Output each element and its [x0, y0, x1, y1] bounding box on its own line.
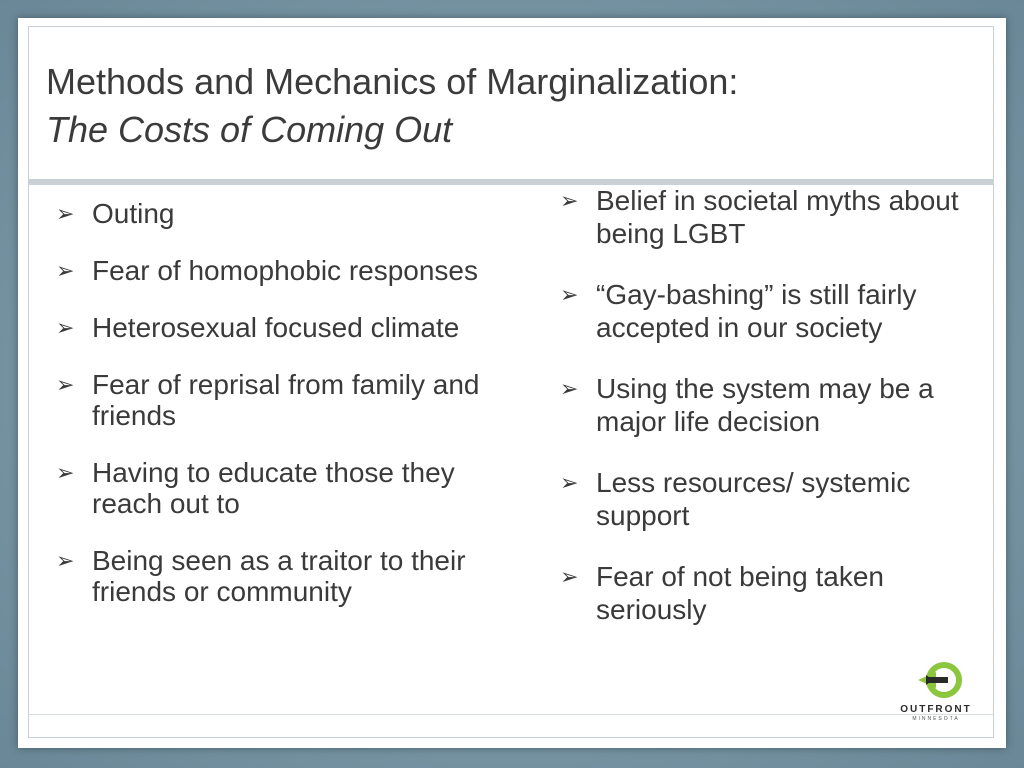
footer-divider [28, 714, 994, 715]
list-item-text: Using the system may be a major life decision [596, 373, 934, 437]
arrow-bullet-icon: ➢ [560, 376, 579, 401]
arrow-bullet-icon: ➢ [56, 201, 75, 226]
list-item-text: “Gay-bashing” is still fairly accepted in our society [596, 279, 917, 343]
logo-name: OUTFRONT [900, 704, 972, 715]
list-item-text: Heterosexual focused climate [92, 312, 460, 343]
right-bullet-list [554, 184, 974, 654]
title-line-1: Methods and Mechanics of Marginalization: [46, 61, 739, 102]
arrow-bullet-icon: ➢ [56, 460, 75, 485]
list-item-text: Outing [92, 198, 175, 229]
list-item-text: Fear of homophobic responses [92, 255, 478, 286]
list-item [50, 457, 490, 519]
list-item-text: Being seen as a traitor to their friends or community [92, 545, 466, 607]
list-item [554, 560, 974, 626]
slide-title [46, 58, 946, 154]
arrow-bullet-icon: ➢ [56, 315, 75, 340]
list-item [554, 466, 974, 532]
arrow-bullet-icon: ➢ [56, 548, 75, 573]
list-item [554, 278, 974, 344]
list-item [554, 372, 974, 438]
list-item-text: Fear of not being taken seriously [596, 561, 884, 625]
list-item [50, 369, 490, 431]
arrow-bullet-icon: ➢ [560, 564, 579, 589]
left-bullet-list [50, 198, 490, 633]
list-item-text: Belief in societal myths about being LGBT [596, 185, 959, 249]
list-item-text: Fear of reprisal from family and friends [92, 369, 480, 431]
title-line-2: The Costs of Coming Out [46, 109, 453, 150]
outfront-logo-icon [896, 658, 976, 706]
arrow-bullet-icon: ➢ [560, 470, 579, 495]
arrow-bullet-icon: ➢ [56, 258, 75, 283]
list-item [50, 312, 490, 343]
arrow-bullet-icon: ➢ [560, 188, 579, 213]
list-item [50, 545, 490, 607]
list-item [50, 198, 490, 229]
list-item-text: Less resources/ systemic support [596, 467, 911, 531]
logo-subtitle: MINNESOTA [912, 716, 960, 722]
arrow-bullet-icon: ➢ [560, 282, 579, 307]
slide [18, 18, 1006, 748]
list-item [554, 184, 974, 250]
arrow-bullet-icon: ➢ [56, 372, 75, 397]
list-item-text: Having to educate those they reach out to [92, 457, 455, 519]
list-item [50, 255, 490, 286]
outfront-logo [896, 658, 976, 730]
